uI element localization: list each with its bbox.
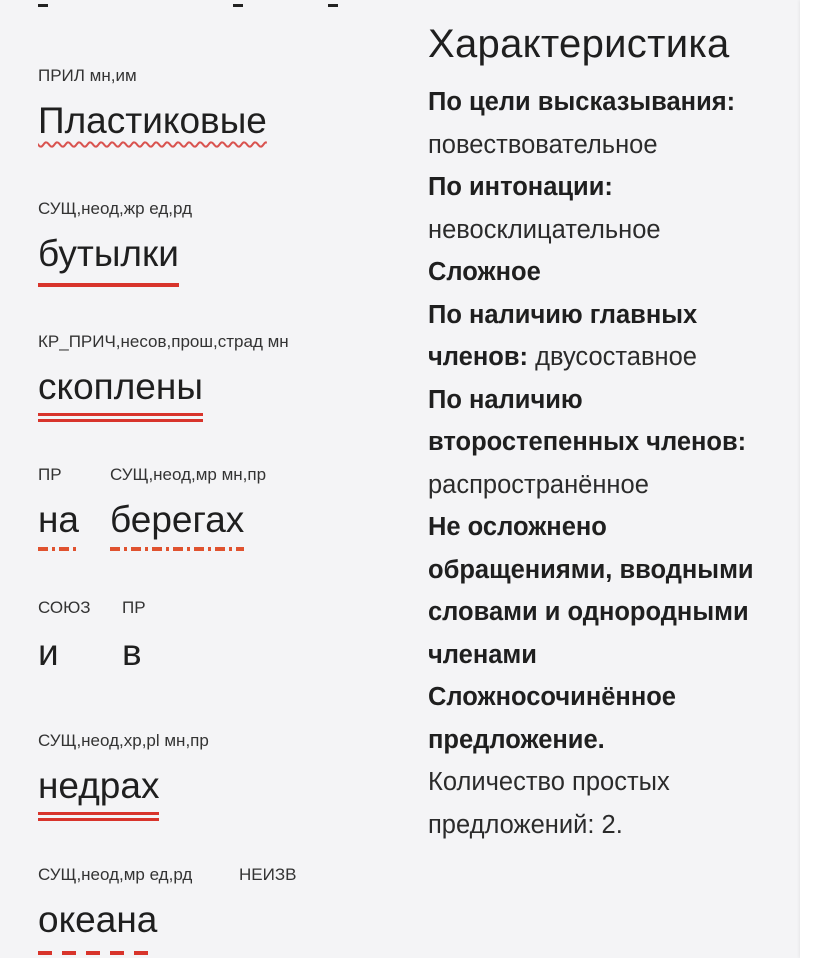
morph-tag: ПР [122, 598, 146, 617]
intonation-label: По интонации: [428, 173, 613, 201]
complex-label: Сложное [428, 258, 541, 286]
morph-tag: СУЩ,неод,жр ед,рд [38, 199, 192, 218]
intonation-value: невосклицательное [428, 215, 661, 244]
main-members-value: двусоставное [535, 343, 697, 371]
word-text[interactable]: в [122, 632, 142, 673]
secondary-members-label: По наличию второстепенных членов: [428, 385, 747, 456]
sentence-type-label: Сложносочинённое предложение. [428, 683, 676, 754]
characteristics-title: Характеристика [428, 22, 730, 66]
characteristics-text [428, 81, 778, 846]
word-text[interactable]: Пластиковые [38, 100, 267, 141]
morph-tag: СОЮЗ [38, 598, 91, 617]
word-text[interactable]: недрах [38, 765, 159, 815]
word-text[interactable]: скоплены [38, 366, 203, 416]
page-edge [800, 0, 828, 958]
characteristics-panel [428, 18, 778, 846]
cropped-previous-content [38, 0, 338, 4]
purpose-value: повествовательное [428, 130, 658, 159]
word-text[interactable]: берегах [110, 499, 244, 549]
morph-tag: СУЩ,неод,мр ед,рд [38, 865, 193, 884]
purpose-label: По цели высказывания: [428, 88, 736, 116]
simple-sentence-count: Количество простых предложений: 2. [428, 768, 670, 839]
word-text[interactable]: бутылки [38, 233, 179, 283]
word-text[interactable]: и [38, 632, 59, 673]
secondary-members-value: распространённое [428, 470, 649, 499]
word-text[interactable]: на [38, 499, 79, 549]
morph-tag: ПРИЛ мн,им [38, 66, 137, 85]
main-members-label: По наличию главных членов: [428, 300, 698, 371]
complication-label: Не осложнено обращениями, вводными словами и однородными членами [428, 513, 754, 669]
morph-tag: СУЩ,неод,мр мн,пр [110, 465, 267, 484]
morph-tag: СУЩ,неод,хр,pl мн,пр [38, 731, 209, 750]
word-text[interactable]: океана [38, 899, 157, 949]
morph-tag: КР_ПРИЧ,несов,прош,страд мн [38, 332, 289, 351]
morph-tag: ПР [38, 465, 62, 484]
morph-tag: НЕИЗВ [239, 865, 297, 884]
